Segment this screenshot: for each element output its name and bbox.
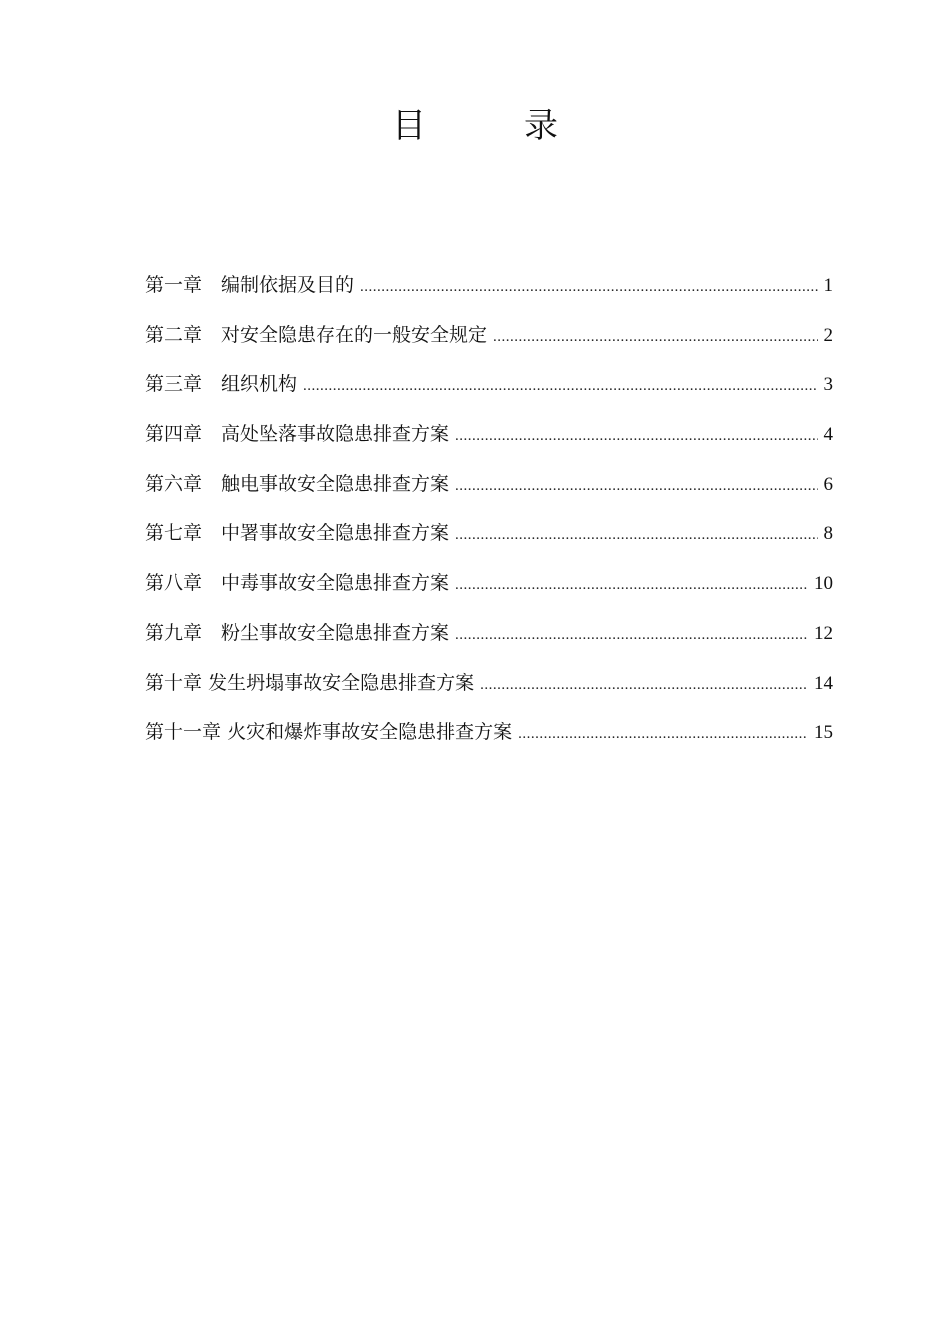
toc-page-number: 8 — [823, 523, 833, 545]
toc-dot-leader — [455, 518, 817, 552]
toc-chapter: 第三章 — [145, 373, 203, 396]
toc-chapter: 第六章 — [145, 472, 203, 495]
toc-chapter: 第十一章 — [145, 721, 222, 744]
toc-gap — [202, 522, 221, 544]
toc-heading: 高处坠落事故隐患排查方案 — [221, 423, 450, 446]
toc-dot-leader — [480, 668, 808, 702]
toc-dot-leader — [360, 270, 817, 304]
toc-gap — [202, 274, 221, 296]
toc-chapter: 第四章 — [145, 423, 203, 446]
toc-label — [145, 516, 455, 550]
toc-gap — [202, 473, 221, 495]
toc-chapter: 第九章 — [145, 621, 203, 644]
toc-page-number: 4 — [823, 424, 833, 446]
toc-dot-leader — [303, 369, 817, 403]
toc-gap — [202, 622, 221, 644]
toc-heading: 中署事故安全隐患排查方案 — [221, 522, 450, 545]
toc-heading: 火灾和爆炸事故安全隐患排查方案 — [227, 721, 513, 744]
toc-entry[interactable] — [145, 467, 833, 517]
toc-page-number: 6 — [823, 473, 833, 495]
toc-dot-leader — [518, 717, 808, 751]
toc-label — [145, 367, 303, 401]
toc-page-number: 2 — [823, 324, 833, 346]
toc-heading: 对安全隐患存在的一般安全规定 — [221, 323, 488, 346]
toc-dot-leader — [493, 320, 817, 354]
toc-heading: 编制依据及目的 — [221, 274, 355, 296]
toc-page-number: 15 — [814, 722, 833, 744]
title-char-1: 目 — [392, 106, 426, 146]
title-char-2: 录 — [524, 106, 558, 146]
toc-entry[interactable] — [145, 516, 833, 566]
toc-label — [145, 566, 455, 600]
toc-dot-leader — [455, 568, 808, 602]
toc-entry[interactable] — [145, 417, 833, 467]
toc-gap — [202, 423, 221, 445]
toc-entry[interactable] — [145, 318, 833, 368]
toc-page-number: 3 — [823, 374, 833, 396]
toc-page-number: 14 — [814, 672, 833, 694]
toc-dot-leader — [455, 618, 808, 652]
toc-gap — [202, 324, 221, 346]
toc-label — [145, 318, 493, 352]
toc-dot-leader — [455, 469, 817, 503]
toc-gap — [202, 373, 221, 395]
toc-label — [145, 417, 455, 451]
toc-chapter: 第二章 — [145, 323, 203, 346]
toc-heading: 中毒事故安全隐患排查方案 — [221, 572, 450, 595]
toc-label — [145, 715, 518, 749]
toc-heading: 组织机构 — [221, 373, 298, 396]
toc-heading: 触电事故安全隐患排查方案 — [221, 472, 450, 495]
page-title — [0, 104, 950, 148]
toc-label — [145, 616, 455, 650]
toc-entry[interactable] — [145, 367, 833, 417]
toc-chapter: 第七章 — [145, 522, 203, 545]
toc-page-number: 10 — [814, 573, 833, 595]
toc-chapter: 第一章 — [145, 274, 203, 296]
toc-entry[interactable] — [145, 268, 833, 318]
toc-gap — [202, 572, 221, 594]
toc-label — [145, 268, 360, 302]
toc-page-number: 1 — [823, 275, 833, 296]
toc-entry[interactable] — [145, 666, 833, 716]
toc-heading: 粉尘事故安全隐患排查方案 — [221, 621, 450, 644]
toc-heading: 发生坍塌事故安全隐患排查方案 — [208, 671, 475, 694]
toc-entry[interactable] — [145, 566, 833, 616]
table-of-contents — [145, 268, 833, 765]
toc-page-number: 12 — [814, 622, 833, 644]
toc-entry[interactable] — [145, 616, 833, 666]
toc-entry[interactable] — [145, 715, 833, 765]
toc-label — [145, 666, 480, 700]
toc-label — [145, 467, 455, 501]
toc-dot-leader — [455, 419, 817, 453]
toc-chapter: 第八章 — [145, 572, 203, 595]
toc-chapter: 第十章 — [145, 671, 203, 694]
